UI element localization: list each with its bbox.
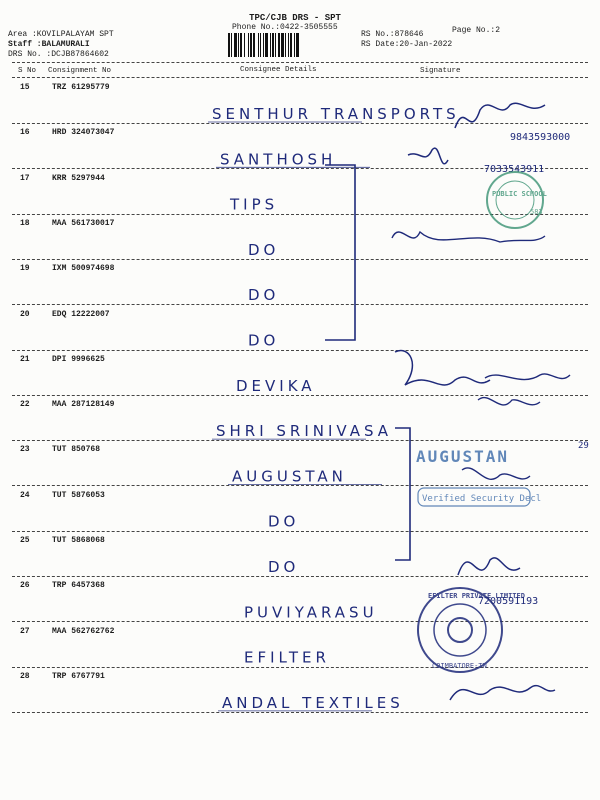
col-consignment: Consignment No xyxy=(48,67,112,75)
row-consignment-number: MAA 287128149 xyxy=(52,400,115,410)
row-serial: 19 xyxy=(20,264,30,274)
rs-number: RS No.:878646 xyxy=(361,30,424,39)
consignee-handwritten: DO xyxy=(248,286,280,305)
col-consignee: Consignee Details xyxy=(240,66,317,74)
handwritten-phone-1: 9843593000 xyxy=(510,132,571,143)
row-serial: 20 xyxy=(20,309,30,319)
row-serial: 24 xyxy=(20,490,30,500)
handwritten-phone-2: 7033543911 xyxy=(484,164,545,175)
row-serial: 28 xyxy=(20,671,30,681)
phone-number: Phone No.:0422-3505555 xyxy=(232,23,338,32)
row-serial: 26 xyxy=(20,581,30,591)
row-consignment-number: TUT 850768 xyxy=(52,445,101,455)
row-consignment-number: DPI 9996625 xyxy=(52,354,105,364)
bracket-17-20 xyxy=(325,165,355,340)
signature-24 xyxy=(462,468,530,479)
consignee-handwritten: DO xyxy=(268,558,300,576)
row-serial: 22 xyxy=(20,400,30,410)
bracket-22-25 xyxy=(395,428,410,560)
document-title: TPC/CJB DRS - SPT xyxy=(249,13,341,23)
consignee-handwritten: TIPS xyxy=(230,195,279,214)
row-consignment-number: HRD 324073047 xyxy=(52,128,115,138)
consignee-handwritten: SANTHOSH xyxy=(220,150,337,169)
row-serial: 21 xyxy=(20,354,30,364)
col-sno: S No xyxy=(18,67,37,75)
col-signature: Signature xyxy=(420,67,461,75)
consignee-handwritten: ANDAL TEXTILES xyxy=(222,693,404,712)
signature-16 xyxy=(408,148,448,164)
efilter-stamp-city: COIMBATORE-TN xyxy=(432,662,487,670)
row-consignment-number: TUT 5868068 xyxy=(52,536,105,545)
consignee-handwritten: DO xyxy=(248,331,280,350)
row-serial: 15 xyxy=(20,83,30,92)
row-consignment-number: EDQ 12222007 xyxy=(52,309,110,319)
consignee-handwritten: DO xyxy=(248,240,280,259)
signature-21b xyxy=(485,374,570,380)
consignee-handwritten: AUGUSTAN xyxy=(232,467,347,486)
signature-26 xyxy=(458,558,520,575)
row-consignment-number: TRZ 61295779 xyxy=(52,83,110,92)
row-consignment-number: MAA 561730017 xyxy=(52,218,115,228)
consignee-handwritten: DEVIKA xyxy=(236,376,316,395)
row-consignment-number: IXM 500974698 xyxy=(52,264,115,274)
row-serial: 17 xyxy=(20,173,30,183)
row-consignment-number: TUT 5876053 xyxy=(52,490,105,500)
consignee-handwritten: DO xyxy=(268,512,300,531)
row-consignment-number: TRP 6457368 xyxy=(52,581,105,591)
row-consignment-number: TRP 6767791 xyxy=(52,671,105,681)
signature-18 xyxy=(392,232,545,242)
row-serial: 27 xyxy=(20,626,30,636)
row-serial: 23 xyxy=(20,445,30,455)
consignee-handwritten: SENTHUR TRANSPORTS xyxy=(212,105,460,123)
signature-21a xyxy=(395,351,490,385)
consignee-handwritten: SHRI SRINIVASA xyxy=(216,422,393,441)
row-serial: 16 xyxy=(20,128,30,138)
row-serial: 18 xyxy=(20,218,30,228)
staff-label: Staff :BALAMURALI xyxy=(8,40,90,49)
handwritten-note: 29 xyxy=(578,441,589,451)
area-label: Area :KOVILPALAYAM SPT xyxy=(8,30,114,39)
page-number: Page No.:2 xyxy=(452,26,501,35)
school-stamp xyxy=(487,172,547,228)
row-consignment-number: KRR 5297944 xyxy=(52,173,105,183)
signature-22 xyxy=(478,398,540,405)
signature-15 xyxy=(455,103,545,128)
consignee-handwritten: EFILTER xyxy=(244,648,330,667)
rs-date: RS Date:20-Jan-2022 xyxy=(361,40,453,49)
consignee-handwritten: PUVIYARASU xyxy=(244,603,378,622)
verified-stamp-text: Verified Security Decl xyxy=(422,494,542,504)
row-serial: 25 xyxy=(20,536,30,545)
school-stamp-text: PUBLIC SCHOOL xyxy=(492,190,547,198)
row-consignment-number: MAA 562762762 xyxy=(52,626,115,636)
drs-number: DRS No. :DCJB87864602 xyxy=(8,50,109,59)
handwritten-phone-3: 7200591193 xyxy=(478,596,539,607)
augustan-stamp xyxy=(416,447,541,506)
school-stamp-code: 583 xyxy=(530,208,543,216)
signature-28 xyxy=(450,686,555,700)
augustan-stamp-text: AUGUSTAN xyxy=(416,447,510,466)
efilter-stamp-ring: EFILTER PRIVATE LIMITED xyxy=(428,592,525,600)
